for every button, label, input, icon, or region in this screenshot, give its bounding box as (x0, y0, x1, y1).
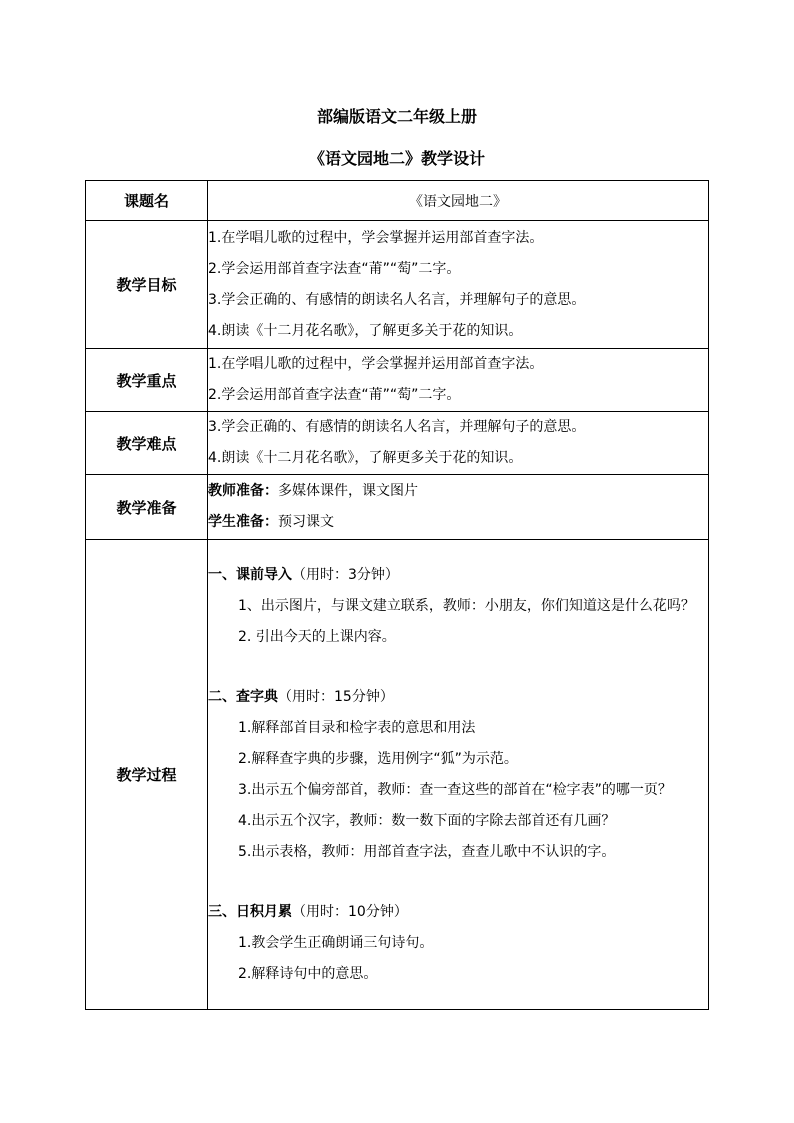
teacher-prep-value: 多媒体课件，课文图片 (278, 483, 418, 499)
process-item: 4.出示五个汉字，教师：数一数下面的字除去部首还有几画？ (238, 812, 616, 829)
goal-item: 1.在学唱儿歌的过程中，学会掌握并运用部首查字法。 (208, 229, 544, 246)
row-process (86, 540, 709, 1010)
label-process: 教学过程 (86, 540, 208, 1010)
difficult-item: 3.学会正确的、有感情的朗读名人名言，并理解句子的意思。 (208, 419, 586, 435)
value-difficult (208, 412, 709, 475)
key-item: 2.学会运用部首查字法查“莆”“萄”二字。 (208, 387, 461, 403)
label-goals: 教学目标 (86, 221, 208, 349)
value-topic: 《语文园地二》 (208, 181, 709, 221)
section-heading: 一、课前导入（用时：3分钟） (208, 566, 399, 583)
student-prep (208, 507, 708, 538)
label-difficult: 教学难点 (86, 412, 208, 475)
difficult-item: 4.朗读《十二月花名歌》，了解更多关于花的知识。 (208, 450, 523, 466)
spacer (208, 653, 708, 682)
row-topic (86, 181, 709, 221)
process-item: 2. 引出今天的上课内容。 (238, 628, 396, 645)
process-item: 5.出示表格，教师：用部首查字法，查查儿歌中不认识的字。 (238, 843, 616, 860)
value-goals (208, 221, 709, 349)
goal-item: 3.学会正确的、有感情的朗读名人名言，并理解句子的意思。 (208, 291, 586, 308)
goal-item: 2.学会运用部首查字法查“莆”“萄”二字。 (208, 260, 461, 277)
row-goals (86, 221, 709, 349)
lesson-plan-table (85, 180, 709, 1010)
doc-subtitle: 《语文园地二》教学设计 (308, 149, 485, 168)
value-process (208, 540, 709, 1010)
label-key: 教学重点 (86, 349, 208, 412)
student-prep-label: 学生准备： (208, 514, 278, 530)
process-item: 2.解释查字典的步骤，选用例字“狐”为示范。 (238, 750, 518, 767)
key-item: 1.在学唱儿歌的过程中，学会掌握并运用部首查字法。 (208, 356, 544, 372)
label-prep: 教学准备 (86, 475, 208, 540)
value-prep (208, 475, 709, 540)
process-item: 1、出示图片，与课文建立联系，教师：小朋友，你们知道这是什么花吗？ (238, 597, 695, 614)
row-prep (86, 475, 709, 540)
spacer (208, 868, 708, 897)
process-item: 2.解释诗句中的意思。 (238, 965, 378, 982)
goal-item: 4.朗读《十二月花名歌》，了解更多关于花的知识。 (208, 322, 523, 339)
process-item: 1.解释部首目录和检字表的意思和用法 (238, 719, 476, 736)
doc-title: 部编版语文二年级上册 (316, 107, 477, 126)
process-item: 1.教会学生正确朗诵三句诗句。 (238, 934, 434, 951)
label-topic: 课题名 (86, 181, 208, 221)
value-key (208, 349, 709, 412)
row-key (86, 349, 709, 412)
row-difficult (86, 412, 709, 475)
section-heading: 三、日积月累（用时：10分钟） (208, 903, 408, 920)
teacher-prep-label: 教师准备： (208, 483, 278, 499)
section-heading: 二、查字典（用时：15分钟） (208, 688, 394, 705)
teacher-prep (208, 476, 708, 507)
student-prep-value: 预习课文 (278, 514, 334, 530)
process-item: 3.出示五个偏旁部首，教师：查一查这些的部首在“检字表”的哪一页？ (238, 781, 672, 798)
